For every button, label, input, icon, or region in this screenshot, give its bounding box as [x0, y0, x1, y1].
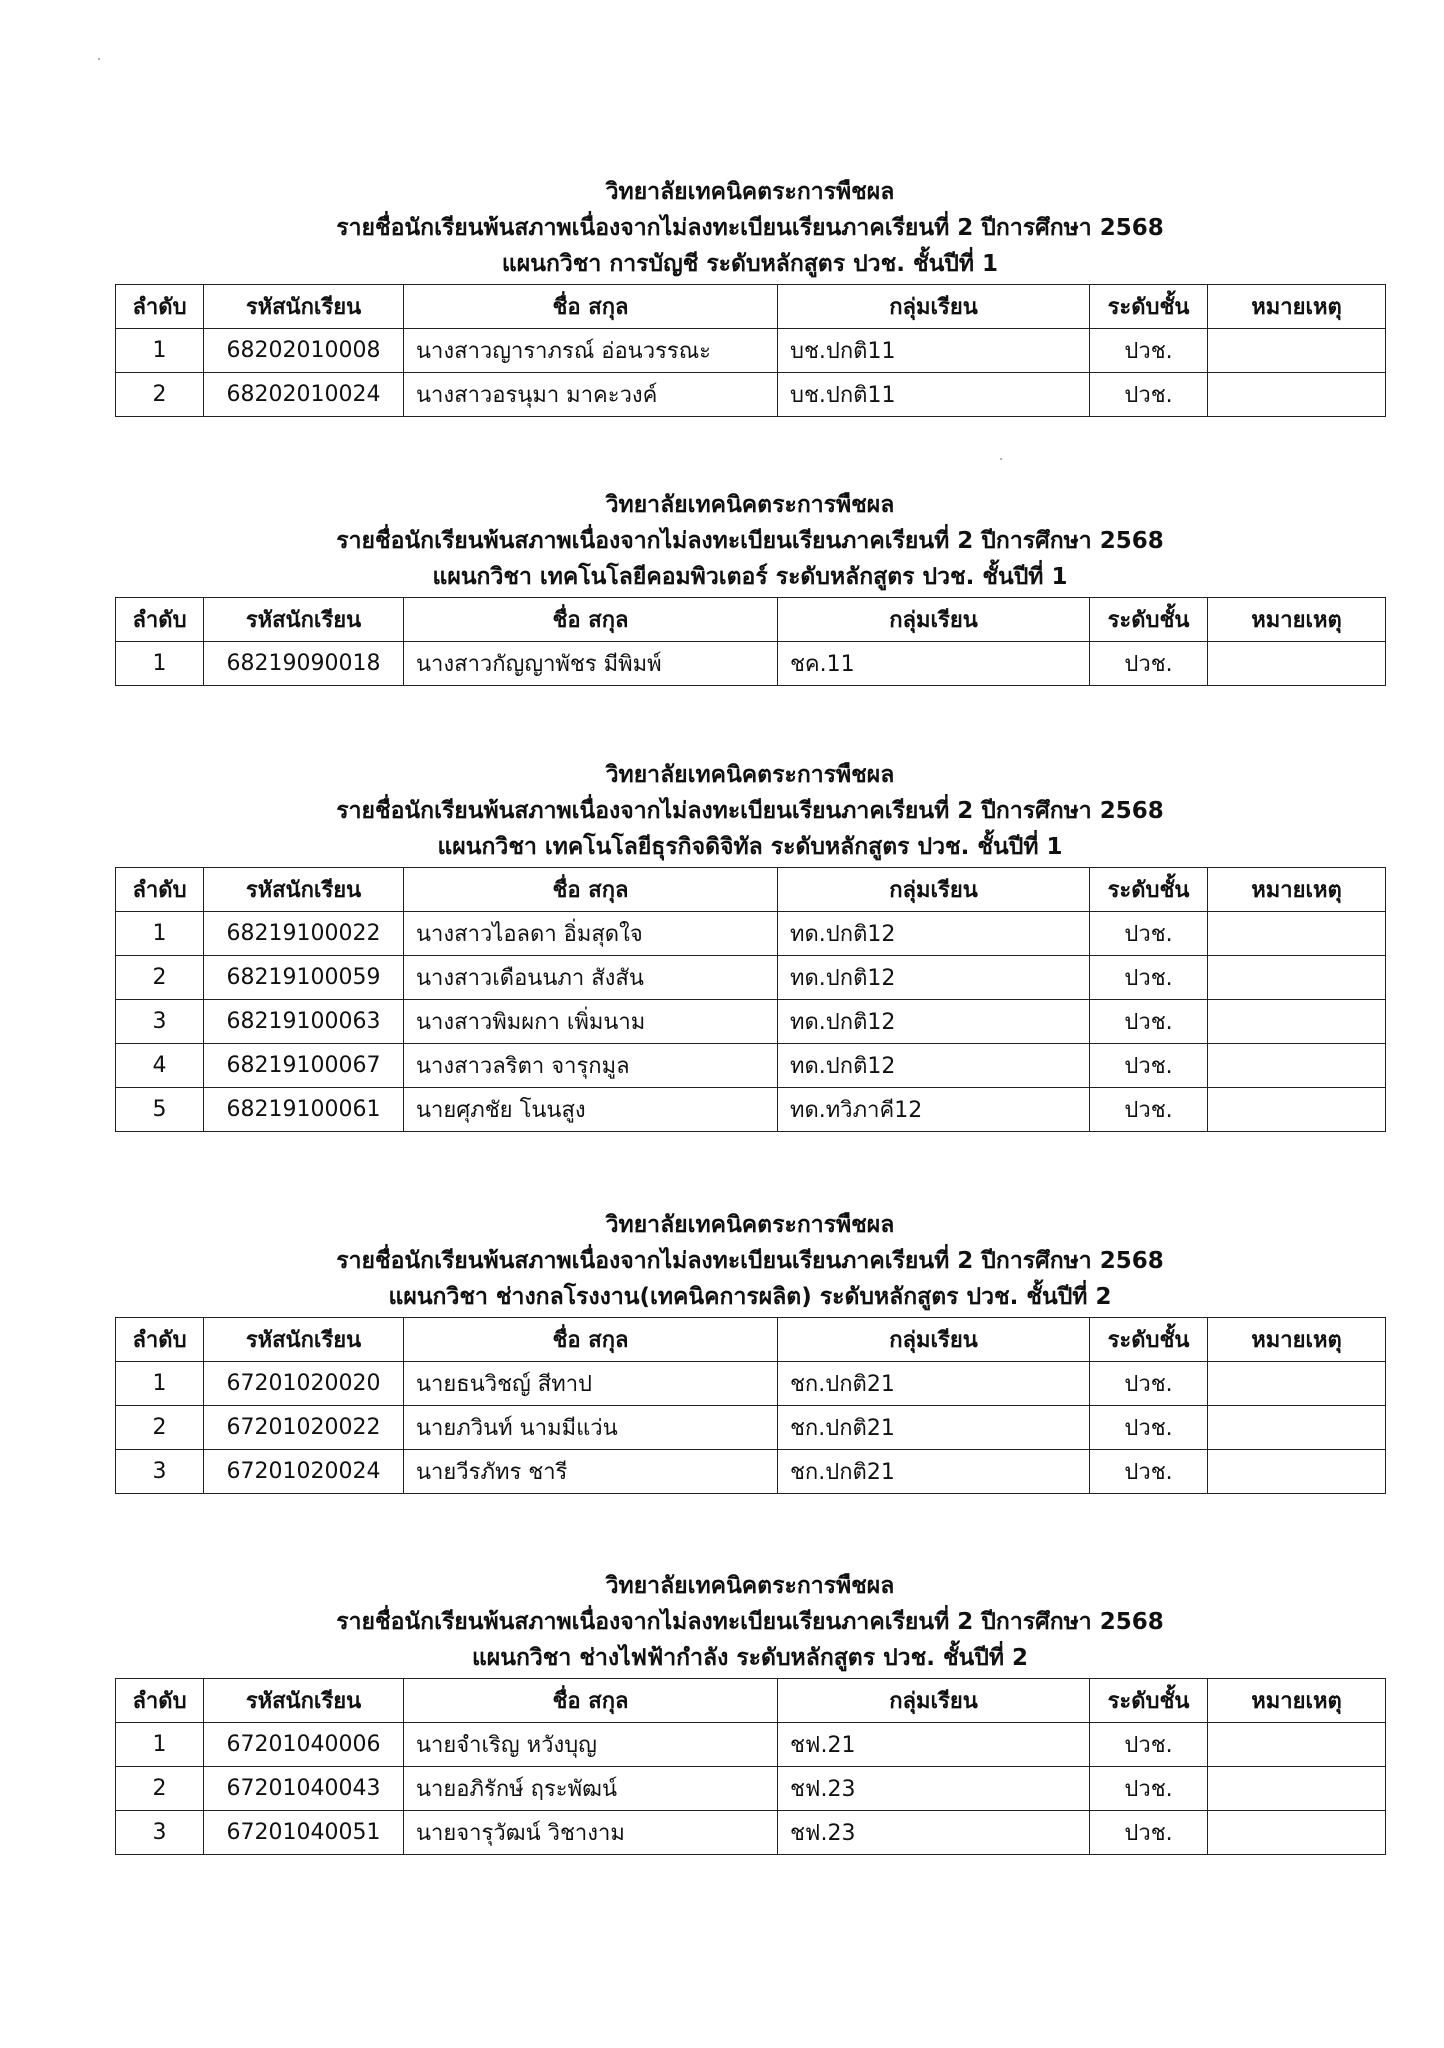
list-subtitle: รายชื่อนักเรียนพ้นสภาพเนื่องจากไม่ลงทะเบียนเรียนภาคเรียนที่ 2 ปีการศึกษา 2568: [336, 1248, 1164, 1274]
row-number: 1: [116, 642, 204, 686]
level: ปวช.: [1090, 329, 1208, 373]
class-group: ทด.ปกติ12: [778, 912, 1090, 956]
col-header-number: ลำดับ: [116, 285, 204, 329]
remark: [1208, 1450, 1386, 1494]
table-row: [116, 1362, 1386, 1406]
student-table: [115, 1678, 1386, 1855]
table-row: [116, 373, 1386, 417]
student-id: 68202010024: [204, 373, 404, 417]
scan-speck: [1000, 458, 1002, 460]
row-number: 2: [116, 956, 204, 1000]
row-number: 2: [116, 1406, 204, 1450]
student-name: นางสาวไอลดา อิ่มสุดใจ: [404, 912, 778, 956]
student-table: [115, 597, 1386, 686]
college-title: วิทยาลัยเทคนิคตระการพืชผล: [605, 762, 895, 788]
level: ปวช.: [1090, 1044, 1208, 1088]
remark: [1208, 1044, 1386, 1088]
table-header-row: [116, 1679, 1386, 1723]
student-name: นายศุภชัย โนนสูง: [404, 1088, 778, 1132]
student-name: นายธนวิชญ์ สีทาป: [404, 1362, 778, 1406]
scan-speck: [98, 58, 100, 60]
level: ปวช.: [1090, 1000, 1208, 1044]
level: ปวช.: [1090, 1406, 1208, 1450]
col-header-number: ลำดับ: [116, 1318, 204, 1362]
row-number: 1: [116, 912, 204, 956]
remark: [1208, 1811, 1386, 1855]
col-header-level: ระดับชั้น: [1090, 1318, 1208, 1362]
row-number: 4: [116, 1044, 204, 1088]
row-number: 2: [116, 373, 204, 417]
level: ปวช.: [1090, 642, 1208, 686]
list-subtitle: รายชื่อนักเรียนพ้นสภาพเนื่องจากไม่ลงทะเบียนเรียนภาคเรียนที่ 2 ปีการศึกษา 2568: [336, 528, 1164, 554]
col-header-name: ชื่อ สกุล: [404, 868, 778, 912]
col-header-number: ลำดับ: [116, 868, 204, 912]
col-header-student-id: รหัสนักเรียน: [204, 598, 404, 642]
col-header-number: ลำดับ: [116, 1679, 204, 1723]
class-group: ชฟ.23: [778, 1811, 1090, 1855]
row-number: 2: [116, 1767, 204, 1811]
student-id: 67201040006: [204, 1723, 404, 1767]
col-header-name: ชื่อ สกุล: [404, 1679, 778, 1723]
college-title: วิทยาลัยเทคนิคตระการพืชผล: [605, 1573, 895, 1599]
college-title: วิทยาลัยเทคนิคตระการพืชผล: [605, 492, 895, 518]
col-header-number: ลำดับ: [116, 598, 204, 642]
col-header-group: กลุ่มเรียน: [778, 285, 1090, 329]
remark: [1208, 1362, 1386, 1406]
row-number: 3: [116, 1811, 204, 1855]
student-id: 68219090018: [204, 642, 404, 686]
remark: [1208, 1767, 1386, 1811]
list-subtitle: รายชื่อนักเรียนพ้นสภาพเนื่องจากไม่ลงทะเบียนเรียนภาคเรียนที่ 2 ปีการศึกษา 2568: [336, 215, 1164, 241]
table-row: [116, 1000, 1386, 1044]
class-group: ชฟ.21: [778, 1723, 1090, 1767]
table-row: [116, 1767, 1386, 1811]
col-header-name: ชื่อ สกุล: [404, 1318, 778, 1362]
table-row: [116, 1723, 1386, 1767]
class-group: บช.ปกติ11: [778, 373, 1090, 417]
col-header-level: ระดับชั้น: [1090, 868, 1208, 912]
student-name: นายภวินท์ นามมีแว่น: [404, 1406, 778, 1450]
student-id: 68219100059: [204, 956, 404, 1000]
student-name: นางสาวเดือนนภา สังสัน: [404, 956, 778, 1000]
class-group: ชค.11: [778, 642, 1090, 686]
student-id: 67201040051: [204, 1811, 404, 1855]
level: ปวช.: [1090, 1811, 1208, 1855]
class-group: ชฟ.23: [778, 1767, 1090, 1811]
department-line: แผนกวิชา เทคโนโลยีธุรกิจดิจิทัล ระดับหลักสูตร ปวช. ชั้นปีที่ 1: [437, 834, 1063, 860]
col-header-group: กลุ่มเรียน: [778, 1679, 1090, 1723]
student-name: นายอภิรักษ์ ฤระพัฒน์: [404, 1767, 778, 1811]
col-header-remark: หมายเหตุ: [1208, 598, 1386, 642]
table-row: [116, 329, 1386, 373]
student-id: 68202010008: [204, 329, 404, 373]
table-header-row: [116, 598, 1386, 642]
section-computer-tech: [115, 487, 1385, 686]
student-name: นางสาวกัญญาพัชร มีพิมพ์: [404, 642, 778, 686]
remark: [1208, 1406, 1386, 1450]
student-name: นายวีรภัทร ชารี: [404, 1450, 778, 1494]
remark: [1208, 1000, 1386, 1044]
table-row: [116, 1811, 1386, 1855]
list-subtitle: รายชื่อนักเรียนพ้นสภาพเนื่องจากไม่ลงทะเบียนเรียนภาคเรียนที่ 2 ปีการศึกษา 2568: [336, 798, 1164, 824]
student-name: นางสาวพิมผกา เพิ่มนาม: [404, 1000, 778, 1044]
section-machine-shop: [115, 1207, 1385, 1494]
class-group: ชก.ปกติ21: [778, 1406, 1090, 1450]
level: ปวช.: [1090, 1362, 1208, 1406]
remark: [1208, 1088, 1386, 1132]
row-number: 3: [116, 1000, 204, 1044]
table-row: [116, 912, 1386, 956]
col-header-level: ระดับชั้น: [1090, 285, 1208, 329]
col-header-student-id: รหัสนักเรียน: [204, 868, 404, 912]
table-row: [116, 1406, 1386, 1450]
student-table: [115, 284, 1386, 417]
remark: [1208, 373, 1386, 417]
col-header-level: ระดับชั้น: [1090, 598, 1208, 642]
col-header-remark: หมายเหตุ: [1208, 1679, 1386, 1723]
department-line: แผนกวิชา ช่างกลโรงงาน(เทคนิคการผลิต) ระดับหลักสูตร ปวช. ชั้นปีที่ 2: [388, 1284, 1112, 1310]
col-header-name: ชื่อ สกุล: [404, 285, 778, 329]
college-title: วิทยาลัยเทคนิคตระการพืชผล: [605, 179, 895, 205]
remark: [1208, 1723, 1386, 1767]
row-number: 1: [116, 1362, 204, 1406]
col-header-group: กลุ่มเรียน: [778, 1318, 1090, 1362]
student-name: นางสาวอรนุมา มาคะวงค์: [404, 373, 778, 417]
student-id: 67201040043: [204, 1767, 404, 1811]
table-header-row: [116, 1318, 1386, 1362]
section-electrical-power: [115, 1568, 1385, 1855]
remark: [1208, 912, 1386, 956]
row-number: 1: [116, 329, 204, 373]
student-name: นายจารุวัฒน์ วิชางาม: [404, 1811, 778, 1855]
class-group: บช.ปกติ11: [778, 329, 1090, 373]
class-group: ทด.ทวิภาคี12: [778, 1088, 1090, 1132]
student-id: 67201020020: [204, 1362, 404, 1406]
section-digital-business: [115, 757, 1385, 1132]
level: ปวช.: [1090, 912, 1208, 956]
class-group: ชก.ปกติ21: [778, 1362, 1090, 1406]
table-row: [116, 1044, 1386, 1088]
level: ปวช.: [1090, 1767, 1208, 1811]
level: ปวช.: [1090, 1088, 1208, 1132]
remark: [1208, 956, 1386, 1000]
student-id: 68219100063: [204, 1000, 404, 1044]
section-accounting: [115, 174, 1385, 417]
col-header-remark: หมายเหตุ: [1208, 285, 1386, 329]
row-number: 1: [116, 1723, 204, 1767]
remark: [1208, 329, 1386, 373]
department-line: แผนกวิชา เทคโนโลยีคอมพิวเตอร์ ระดับหลักสูตร ปวช. ชั้นปีที่ 1: [432, 564, 1068, 590]
level: ปวช.: [1090, 1723, 1208, 1767]
table-row: [116, 1450, 1386, 1494]
remark: [1208, 642, 1386, 686]
table-header-row: [116, 868, 1386, 912]
student-table: [115, 867, 1386, 1132]
student-id: 68219100061: [204, 1088, 404, 1132]
class-group: ทด.ปกติ12: [778, 956, 1090, 1000]
table-row: [116, 1088, 1386, 1132]
col-header-remark: หมายเหตุ: [1208, 868, 1386, 912]
table-header-row: [116, 285, 1386, 329]
col-header-group: กลุ่มเรียน: [778, 598, 1090, 642]
student-id: 68219100022: [204, 912, 404, 956]
col-header-student-id: รหัสนักเรียน: [204, 1679, 404, 1723]
department-line: แผนกวิชา ช่างไฟฟ้ากำลัง ระดับหลักสูตร ปวช. ชั้นปีที่ 2: [471, 1645, 1029, 1671]
class-group: ชก.ปกติ21: [778, 1450, 1090, 1494]
department-line: แผนกวิชา การบัญชี ระดับหลักสูตร ปวช. ชั้นปีที่ 1: [501, 251, 999, 277]
col-header-level: ระดับชั้น: [1090, 1679, 1208, 1723]
student-id: 67201020022: [204, 1406, 404, 1450]
row-number: 3: [116, 1450, 204, 1494]
college-title: วิทยาลัยเทคนิคตระการพืชผล: [605, 1212, 895, 1238]
table-row: [116, 642, 1386, 686]
list-subtitle: รายชื่อนักเรียนพ้นสภาพเนื่องจากไม่ลงทะเบียนเรียนภาคเรียนที่ 2 ปีการศึกษา 2568: [336, 1609, 1164, 1635]
class-group: ทด.ปกติ12: [778, 1000, 1090, 1044]
row-number: 5: [116, 1088, 204, 1132]
level: ปวช.: [1090, 956, 1208, 1000]
level: ปวช.: [1090, 1450, 1208, 1494]
student-name: นายจำเริญ หวังบุญ: [404, 1723, 778, 1767]
student-name: นางสาวลริตา จารุกมูล: [404, 1044, 778, 1088]
table-row: [116, 956, 1386, 1000]
student-id: 68219100067: [204, 1044, 404, 1088]
student-table: [115, 1317, 1386, 1494]
class-group: ทด.ปกติ12: [778, 1044, 1090, 1088]
student-name: นางสาวญาราภรณ์ อ่อนวรรณะ: [404, 329, 778, 373]
col-header-student-id: รหัสนักเรียน: [204, 1318, 404, 1362]
col-header-student-id: รหัสนักเรียน: [204, 285, 404, 329]
student-id: 67201020024: [204, 1450, 404, 1494]
col-header-group: กลุ่มเรียน: [778, 868, 1090, 912]
col-header-remark: หมายเหตุ: [1208, 1318, 1386, 1362]
col-header-name: ชื่อ สกุล: [404, 598, 778, 642]
level: ปวช.: [1090, 373, 1208, 417]
